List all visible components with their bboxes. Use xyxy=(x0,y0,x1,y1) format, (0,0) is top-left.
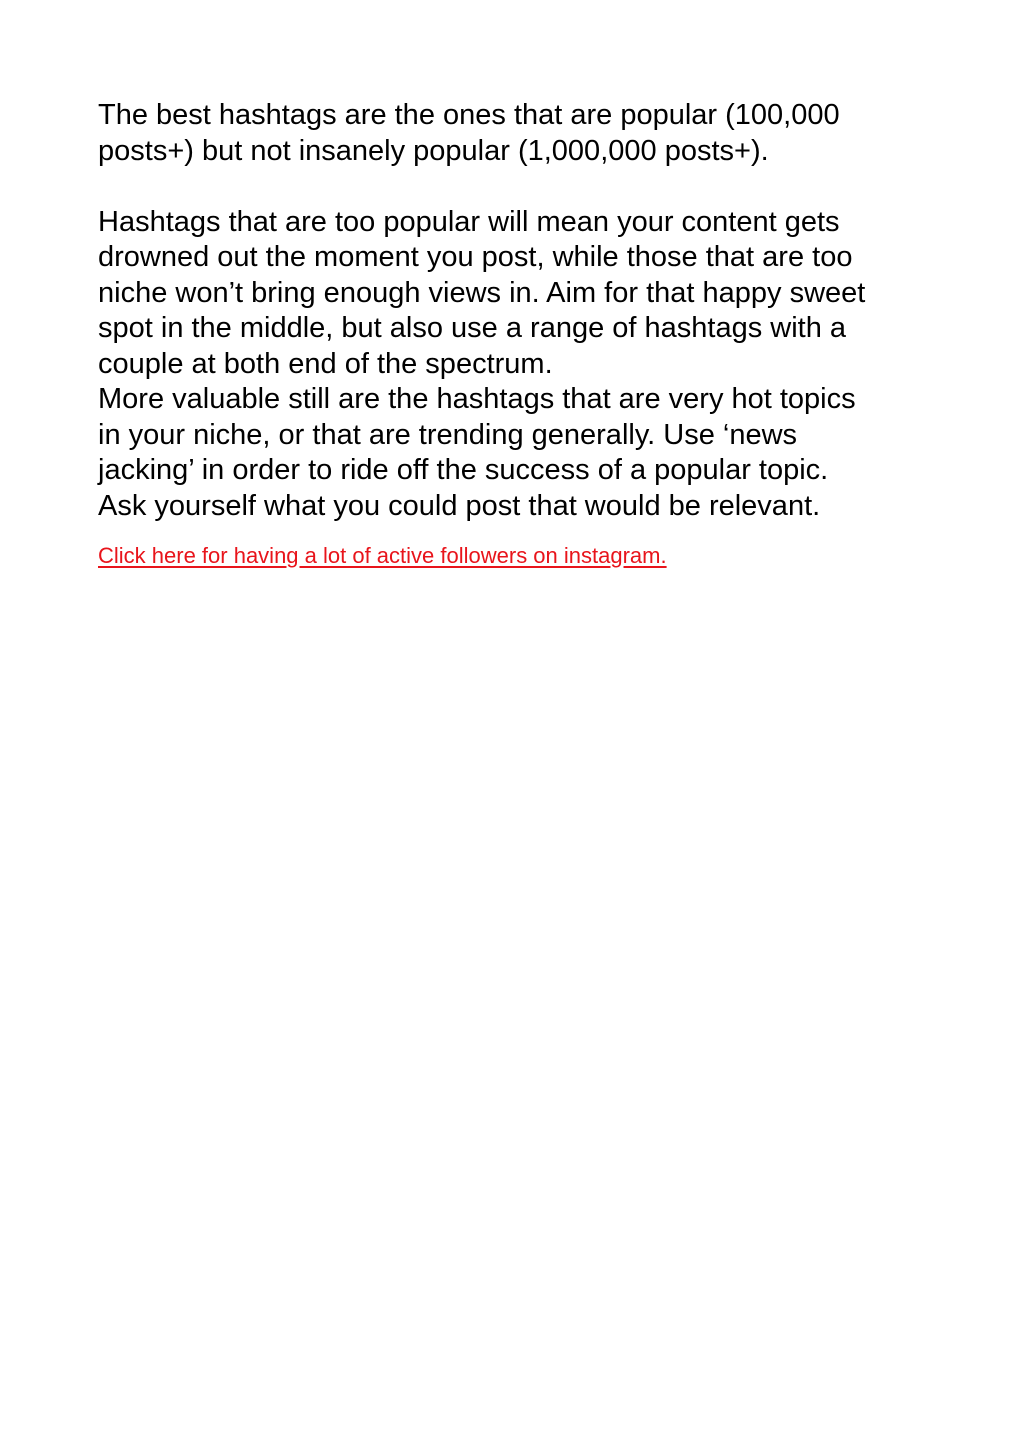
document-body xyxy=(98,98,938,569)
text-line: posts+) but not insanely popular (1,000,000 posts+). xyxy=(98,134,769,167)
text-line: in your niche, or that are trending generally. Use ‘news xyxy=(98,418,798,451)
paragraph-spacer xyxy=(98,169,938,205)
text-line: drowned out the moment you post, while those that are too xyxy=(98,241,853,273)
text-line: The best hashtags are the ones that are popular (100,000 xyxy=(98,99,840,131)
text-line: jacking’ in order to ride off the success of a popular topic. xyxy=(98,454,829,486)
text-line: couple at both end of the spectrum. xyxy=(98,347,553,380)
paragraph-spacer xyxy=(98,524,938,543)
text-line: Ask yourself what you could post that would be relevant. xyxy=(98,489,821,522)
text-line: spot in the middle, but also use a range of hashtags with a xyxy=(98,312,847,344)
text-line: niche won’t bring enough views in. Aim for that happy sweet xyxy=(98,276,866,309)
text-line: More valuable still are the hashtags that are very hot topics xyxy=(98,383,856,415)
text-line: Hashtags that are too popular will mean your content gets xyxy=(98,205,840,238)
paragraph-popular-hashtags xyxy=(98,98,938,169)
paragraph-hashtag-advice xyxy=(98,205,938,525)
instagram-followers-link[interactable]: Click here for having a lot of active followers on instagram. xyxy=(98,543,667,568)
